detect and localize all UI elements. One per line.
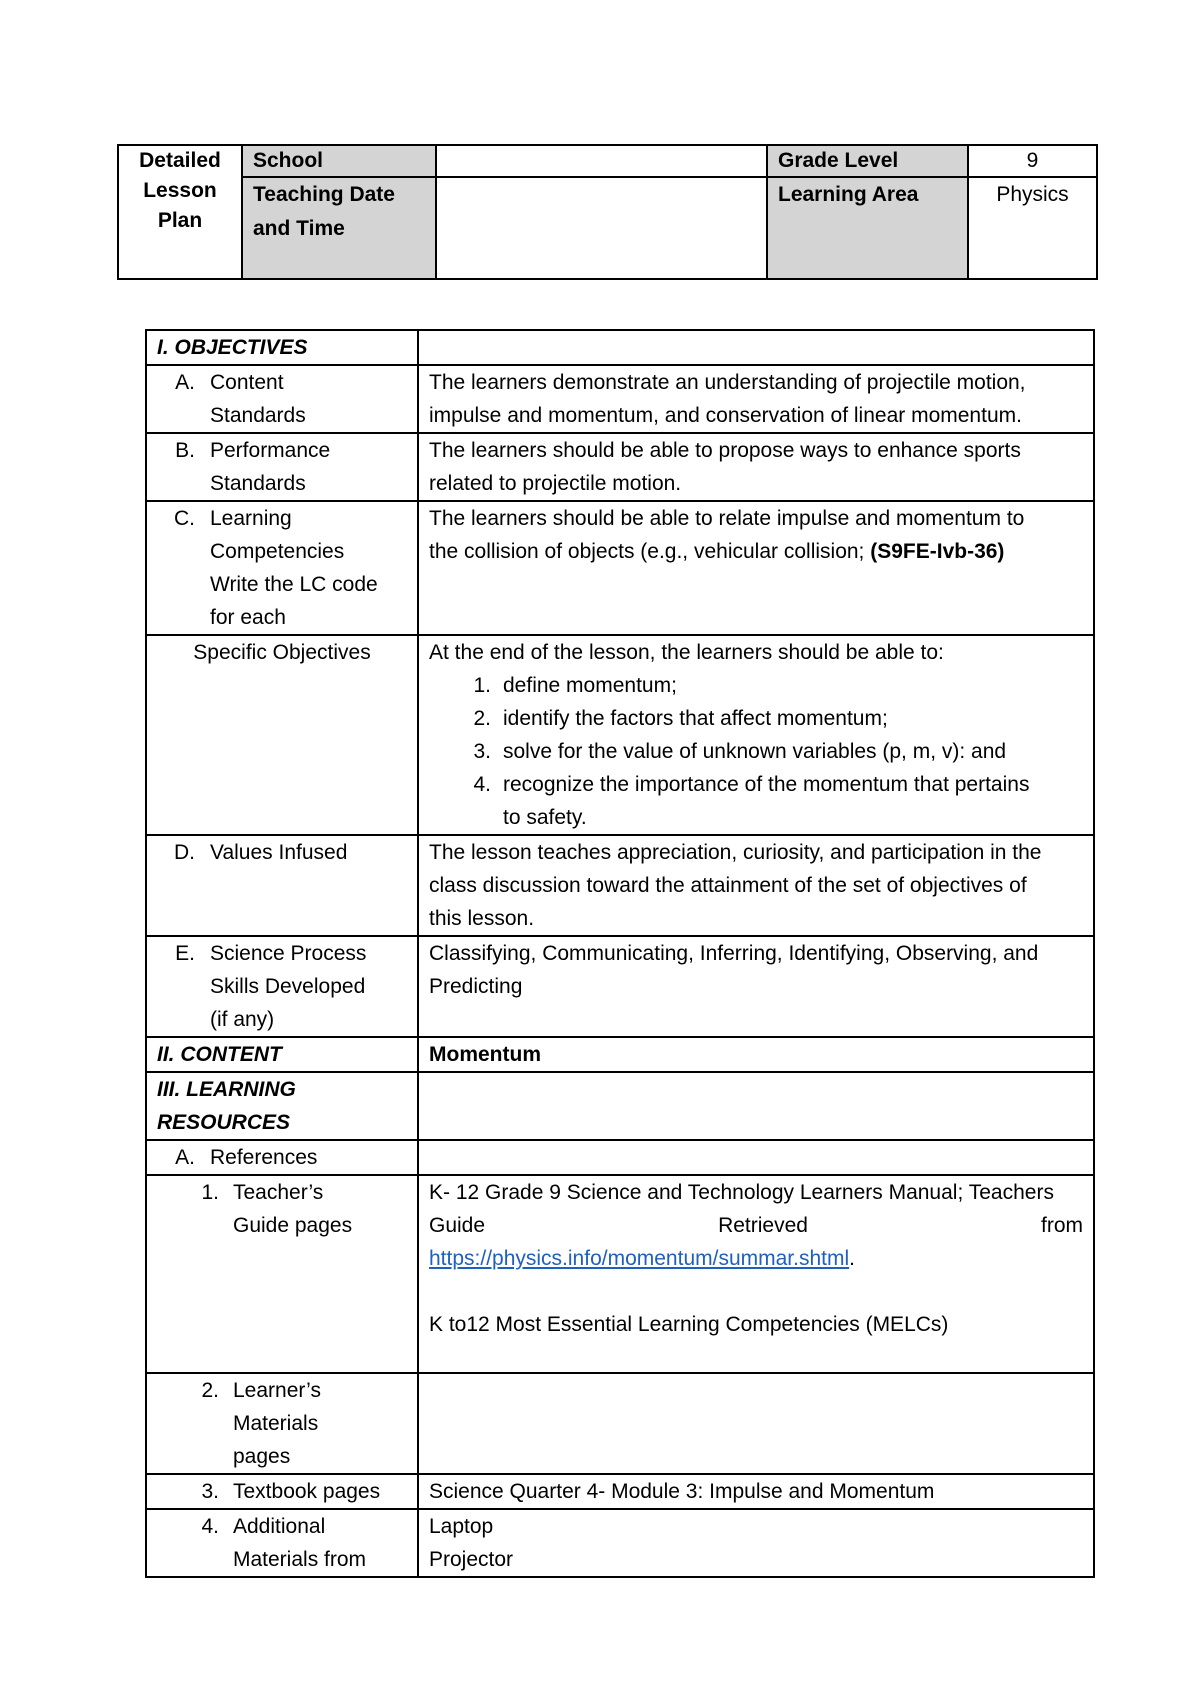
learning-competencies-label: Competencies — [210, 540, 345, 563]
dlp-title-line: Detailed — [139, 149, 221, 172]
text-segment: the collision of objects (e.g., vehicular collision; — [429, 540, 865, 563]
text-word: Guide — [429, 1214, 486, 1237]
text-line: K- 12 Grade 9 Science and Technology Learners Manual; Teachers — [429, 1181, 1054, 1204]
learning-competencies-label: Write the LC code — [210, 573, 378, 596]
specific-objectives-intro: At the end of the lesson, the learners should be able to: — [429, 641, 944, 664]
school-value — [436, 145, 767, 177]
text-line — [429, 535, 1083, 568]
additional-materials-label: Materials from — [233, 1548, 367, 1571]
teaching-date-label-line: and Time — [253, 217, 345, 240]
text-line — [429, 1242, 1083, 1275]
text-line: K to12 Most Essential Learning Competencies (MELCs) — [429, 1313, 949, 1336]
content-section-label: II. CONTENT — [146, 1037, 418, 1072]
performance-standards-label-cell — [146, 433, 418, 501]
list-text — [503, 768, 1029, 834]
teachers-guide-text — [418, 1175, 1094, 1373]
learners-materials-value — [418, 1373, 1094, 1474]
science-process-row — [146, 936, 1094, 1037]
performance-standards-text — [418, 433, 1094, 501]
list-number: 1. — [473, 674, 491, 697]
content-standards-text — [418, 365, 1094, 433]
learning-competencies-label: Learning — [210, 507, 292, 530]
section-label-line: III. LEARNING — [157, 1078, 296, 1101]
text-word: Retrieved — [718, 1214, 808, 1237]
section-label-line: RESOURCES — [157, 1111, 291, 1134]
text-line: Projector — [429, 1548, 514, 1571]
teachers-guide-label: Guide pages — [233, 1214, 353, 1237]
list-item — [429, 669, 1083, 702]
learners-materials-label: Learner’s — [233, 1379, 321, 1402]
science-process-text — [418, 936, 1094, 1037]
learning-area-value: Physics — [968, 177, 1097, 279]
school-label: School — [242, 145, 436, 177]
performance-standards-label: Performance — [210, 439, 331, 462]
textbook-label: Textbook pages — [233, 1480, 381, 1503]
performance-standards-row — [146, 433, 1094, 501]
additional-materials-value — [418, 1509, 1094, 1577]
references-label-cell — [146, 1140, 418, 1175]
text-line: related to projectile motion. — [429, 472, 682, 495]
text-line: Classifying, Communicating, Inferring, Identifying, Observing, and — [429, 942, 1039, 965]
learners-materials-row — [146, 1373, 1094, 1474]
learning-resources-row — [146, 1072, 1094, 1140]
content-standards-label: Content — [210, 371, 284, 394]
teachers-guide-label-cell — [146, 1175, 418, 1373]
objectives-row — [146, 330, 1094, 365]
grade-level-label: Grade Level — [767, 145, 968, 177]
additional-materials-label-cell — [146, 1509, 418, 1577]
content-value: Momentum — [418, 1037, 1094, 1072]
teachers-guide-label: Teacher’s — [233, 1181, 324, 1204]
row-marker: A. — [175, 371, 195, 394]
row-marker: B. — [175, 439, 195, 462]
text-line: Laptop — [429, 1515, 494, 1538]
blank-line — [429, 1275, 1083, 1308]
learning-competencies-label-cell — [146, 501, 418, 635]
references-value — [418, 1140, 1094, 1175]
text-line: impulse and momentum, and conservation of linear momentum. — [429, 404, 1022, 427]
objectives-section-value — [418, 330, 1094, 365]
textbook-label-cell — [146, 1474, 418, 1509]
dlp-title-line: Plan — [157, 209, 203, 232]
list-text: solve for the value of unknown variables (p, m, v): and — [503, 740, 1007, 763]
list-text: identify the factors that affect momentum; — [503, 707, 888, 730]
additional-materials-row — [146, 1509, 1094, 1577]
specific-objectives-label: Specific Objectives — [146, 635, 418, 835]
science-process-label: (if any) — [210, 1008, 275, 1031]
objectives-section-label: I. OBJECTIVES — [146, 330, 418, 365]
textbook-value: Science Quarter 4- Module 3: Impulse and Momentum — [418, 1474, 1094, 1509]
text-line: The learners demonstrate an understanding of projectile motion, — [429, 371, 1026, 394]
dlp-title-cell — [118, 145, 242, 279]
lc-code: (S9FE-Ivb-36) — [870, 540, 1005, 563]
teachers-guide-row — [146, 1175, 1094, 1373]
text-word: from — [1041, 1214, 1083, 1237]
list-number: 3. — [473, 740, 491, 763]
row-marker: 1. — [201, 1181, 219, 1204]
text-line: this lesson. — [429, 907, 535, 930]
list-item — [429, 735, 1083, 768]
text-line: class discussion toward the attainment of the set of objectives of — [429, 874, 1027, 897]
additional-materials-label: Additional — [233, 1515, 326, 1538]
learners-materials-label-cell — [146, 1373, 418, 1474]
science-process-label-cell — [146, 936, 418, 1037]
lesson-plan-header-table — [117, 144, 1098, 280]
content-standards-row — [146, 365, 1094, 433]
specific-objectives-list — [429, 669, 1083, 834]
dlp-title-line: Lesson — [143, 179, 217, 202]
text-line — [429, 1209, 1083, 1242]
learning-resources-value — [418, 1072, 1094, 1140]
list-item — [429, 768, 1083, 834]
list-item — [429, 702, 1083, 735]
lesson-plan-main-table — [145, 329, 1095, 1578]
text-segment: . — [849, 1247, 855, 1270]
content-standards-label: Standards — [210, 404, 306, 427]
learning-competencies-row — [146, 501, 1094, 635]
list-text-line: to safety. — [503, 806, 587, 829]
content-row — [146, 1037, 1094, 1072]
list-text-line: recognize the importance of the momentum that pertains — [503, 773, 1030, 796]
row-marker: D. — [174, 841, 195, 864]
performance-standards-label: Standards — [210, 472, 306, 495]
textbook-row — [146, 1474, 1094, 1509]
values-infused-label: Values Infused — [210, 841, 348, 864]
list-number: 2. — [473, 707, 491, 730]
grade-level-value: 9 — [968, 145, 1097, 177]
learning-resources-section-label — [146, 1072, 418, 1140]
learners-materials-label: Materials — [233, 1412, 319, 1435]
text-line: The learners should be able to propose ways to enhance sports — [429, 439, 1021, 462]
teaching-date-label-line: Teaching Date — [253, 183, 395, 206]
teaching-date-label — [242, 177, 436, 279]
specific-objectives-row — [146, 635, 1094, 835]
list-number: 4. — [473, 773, 491, 796]
row-marker: E. — [175, 942, 195, 965]
science-process-label: Skills Developed — [210, 975, 366, 998]
row-marker: 4. — [201, 1515, 219, 1538]
reference-link[interactable]: https://physics.info/momentum/summar.shtml — [429, 1247, 850, 1270]
text-line: Predicting — [429, 975, 523, 998]
science-process-label: Science Process — [210, 942, 367, 965]
learners-materials-label: pages — [233, 1445, 291, 1468]
teaching-date-value — [436, 177, 767, 279]
values-infused-label-cell — [146, 835, 418, 936]
list-text: define momentum; — [503, 674, 677, 697]
learning-competencies-text — [418, 501, 1094, 635]
values-infused-row — [146, 835, 1094, 936]
references-row — [146, 1140, 1094, 1175]
row-marker: C. — [174, 507, 195, 530]
learning-competencies-label: for each — [210, 606, 286, 629]
text-line: The learners should be able to relate impulse and momentum to — [429, 507, 1025, 530]
row-marker: A. — [175, 1146, 195, 1169]
content-standards-label-cell — [146, 365, 418, 433]
row-marker: 3. — [201, 1480, 219, 1503]
specific-objectives-text — [418, 635, 1094, 835]
references-label: References — [210, 1146, 318, 1169]
values-infused-text — [418, 835, 1094, 936]
text-line: The lesson teaches appreciation, curiosity, and participation in the — [429, 841, 1042, 864]
learning-area-label: Learning Area — [767, 177, 968, 279]
row-marker: 2. — [201, 1379, 219, 1402]
